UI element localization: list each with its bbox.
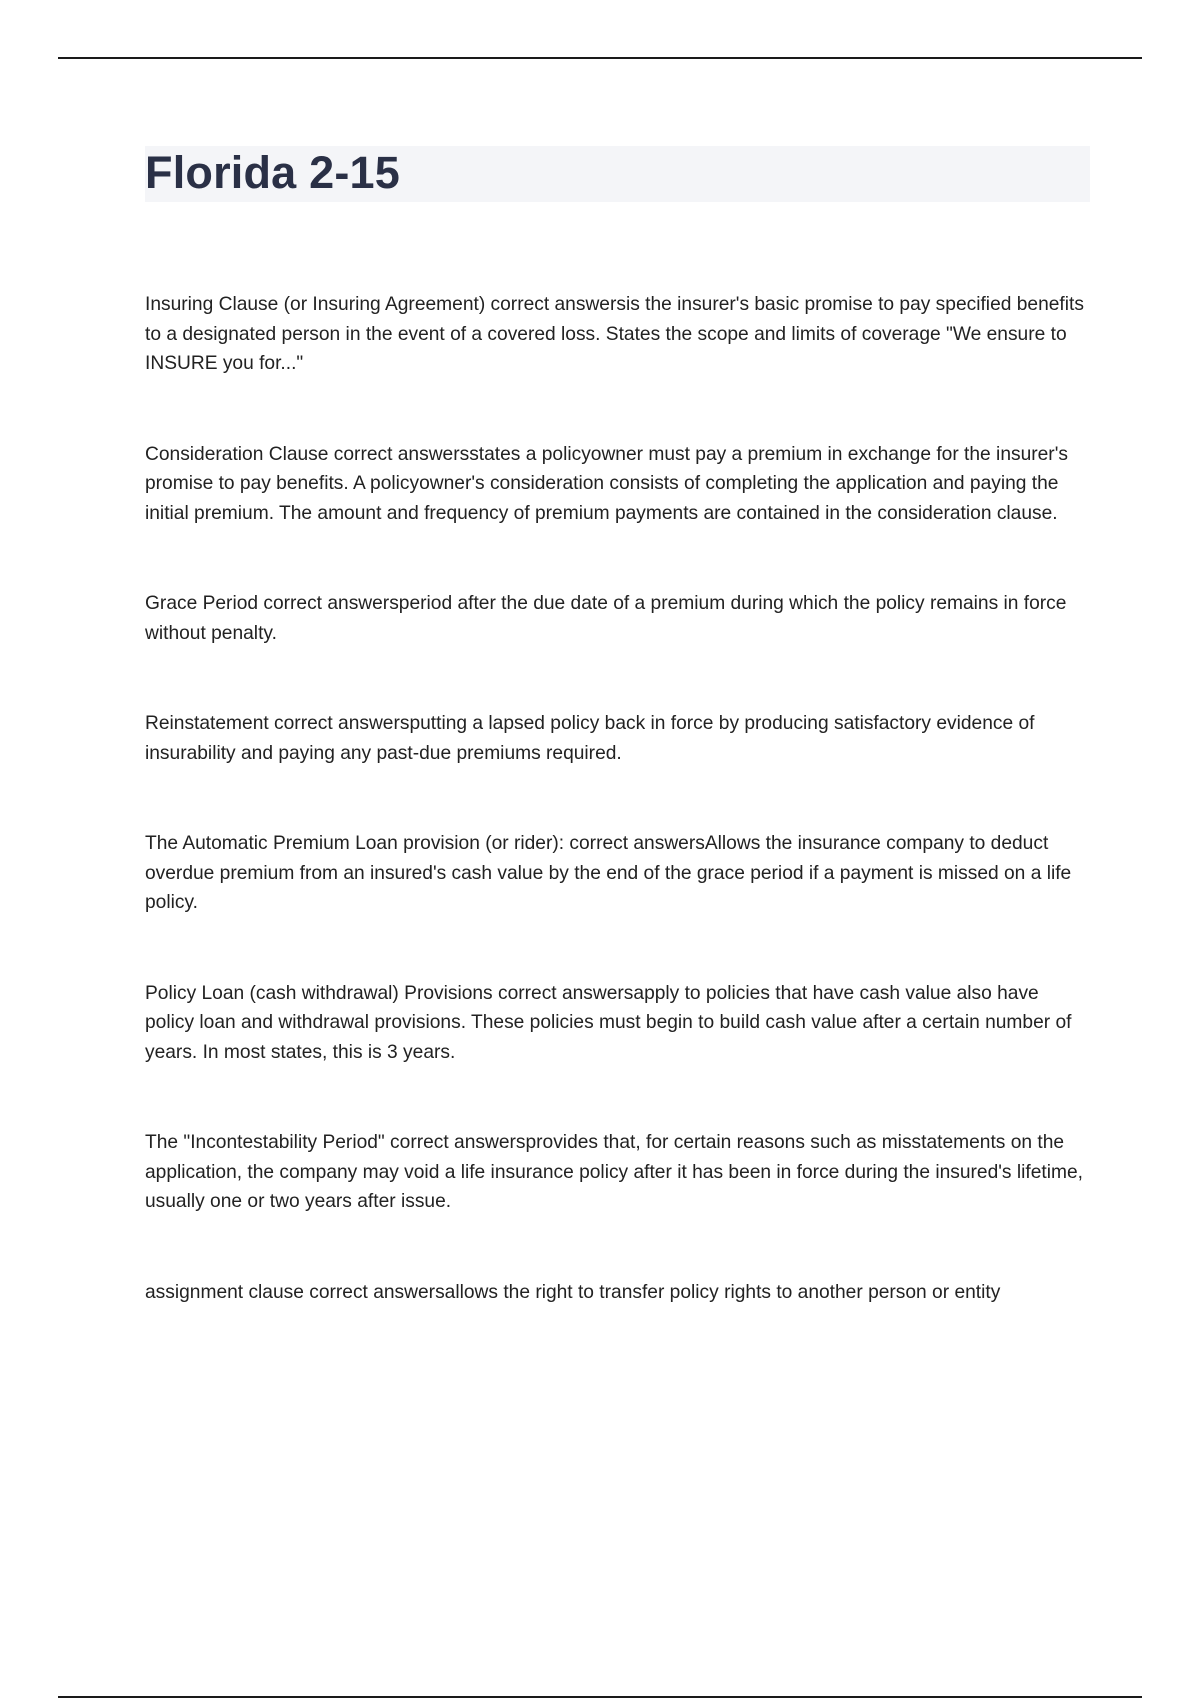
entry-grace-period: Grace Period correct answersperiod after the due date of a premium during which the policy remains in force without penalty. [145, 593, 1067, 644]
entry-list [145, 290, 1090, 1368]
bottom-divider [58, 1696, 1142, 1698]
top-divider [58, 57, 1142, 59]
entry-consideration-clause: Consideration Clause correct answersstates a policyowner must pay a premium in exchange for the insurer's promise to pay benefits. A policyowner's consideration consists of completing the application and paying the initial premium. The amount and frequency of premium payments are contained in the consideration clause. [145, 443, 1068, 524]
entry-reinstatement: Reinstatement correct answersputting a lapsed policy back in force by producing satisfactory evidence of insurability and paying any past-due premiums required. [145, 713, 1035, 764]
entry-insuring-clause: Insuring Clause (or Insuring Agreement) correct answersis the insurer's basic promise to pay specified benefits to a designated person in the event of a covered loss. States the scope and limits of coverage "We ensure to INSURE you for..." [145, 294, 1084, 374]
entry-policy-loan: Policy Loan (cash withdrawal) Provisions correct answersapply to policies that have cash value also have policy loan and withdrawal provisions. These policies must begin to build cash value after a certain number of years. In most states, this is 3 years. [145, 982, 1072, 1063]
page-title: Florida 2-15 [145, 147, 400, 198]
entry-automatic-premium-loan: The Automatic Premium Loan provision (or rider): correct answersAllows the insurance company to deduct overdue premium from an insured's cash value by the end of the grace period if a payment is missed on a life policy. [145, 833, 1072, 913]
entry-incontestability-period: The "Incontestability Period" correct answersprovides that, for certain reasons such as misstatements on the application, the company may void a life insurance policy after it has been in force during the insured's lifetime, usually one or two years after issue. [145, 1132, 1083, 1212]
entry-assignment-clause: assignment clause correct answersallows the right to transfer policy rights to another person or entity [145, 1281, 1001, 1303]
